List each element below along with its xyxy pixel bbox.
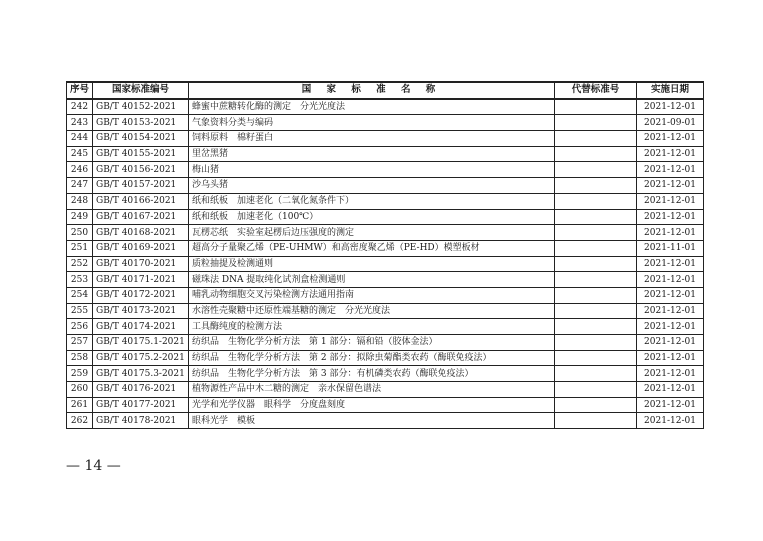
row-number: 259 [67,366,93,382]
standard-code: GB/T 40157-2021 [93,178,189,194]
table-row [67,287,704,303]
standard-code: GB/T 40174-2021 [93,319,189,335]
table-row [67,350,704,366]
replaced-standard [555,287,637,303]
row-number: 258 [67,350,93,366]
standard-name: 超高分子量聚乙烯（PE-UHMW）和高密度聚乙烯（PE-HD）模塑板材 [189,240,555,256]
standard-name: 蜂蜜中蔗糖转化酶的测定 分光光度法 [189,99,555,115]
standard-name: 气象资料分类与编码 [189,115,555,131]
replaced-standard [555,225,637,241]
table-row [67,225,704,241]
standard-name: 植物源性产品中木二糖的测定 亲水保留色谱法 [189,382,555,398]
replaced-standard [555,162,637,178]
row-number: 246 [67,162,93,178]
standard-code: GB/T 40152-2021 [93,99,189,115]
table-row [67,240,704,256]
table-header-row [67,82,704,99]
table-row [67,303,704,319]
page-number: — 14 — [66,458,121,474]
replaced-standard [555,99,637,115]
replaced-standard [555,350,637,366]
effective-date: 2021-12-01 [637,350,704,366]
table-row [67,193,704,209]
standard-name: 眼科光学 模板 [189,413,555,429]
row-number: 257 [67,335,93,351]
standard-code: GB/T 40167-2021 [93,209,189,225]
row-number: 252 [67,256,93,272]
standard-name: 梅山猪 [189,162,555,178]
table-row [67,209,704,225]
standard-code: GB/T 40168-2021 [93,225,189,241]
row-number: 243 [67,115,93,131]
standard-code: GB/T 40166-2021 [93,193,189,209]
standard-name: 纺织品 生物化学分析方法 第 1 部分：镉和铅（胶体金法） [189,335,555,351]
row-number: 251 [67,240,93,256]
effective-date: 2021-12-01 [637,303,704,319]
standard-name: 工具酶纯度的检测方法 [189,319,555,335]
standard-code: GB/T 40177-2021 [93,397,189,413]
effective-date: 2021-12-01 [637,178,704,194]
effective-date: 2021-12-01 [637,335,704,351]
standard-name: 纸和纸板 加速老化（100℃） [189,209,555,225]
standard-name: 沙乌头猪 [189,178,555,194]
replaced-standard [555,146,637,162]
header-date: 实施日期 [637,82,704,99]
standards-table [66,81,704,429]
row-number: 261 [67,397,93,413]
standard-code: GB/T 40175.1-2021 [93,335,189,351]
effective-date: 2021-12-01 [637,131,704,147]
row-number: 249 [67,209,93,225]
effective-date: 2021-12-01 [637,256,704,272]
table-row [67,272,704,288]
row-number: 250 [67,225,93,241]
standard-name: 瓦楞芯纸 实验室起楞后边压强度的测定 [189,225,555,241]
header-code: 国家标准编号 [93,82,189,99]
standard-code: GB/T 40175.3-2021 [93,366,189,382]
row-number: 245 [67,146,93,162]
standard-name: 光学和光学仪器 眼科学 分度盘刻度 [189,397,555,413]
standard-name: 饲料原料 棉籽蛋白 [189,131,555,147]
row-number: 247 [67,178,93,194]
effective-date: 2021-12-01 [637,193,704,209]
table-row [67,335,704,351]
standard-name: 水溶性壳聚糖中还原性端基糖的测定 分光光度法 [189,303,555,319]
standard-code: GB/T 40176-2021 [93,382,189,398]
replaced-standard [555,256,637,272]
row-number: 248 [67,193,93,209]
replaced-standard [555,366,637,382]
table-row [67,256,704,272]
replaced-standard [555,397,637,413]
standard-name: 哺乳动物细胞交叉污染检测方法通用指南 [189,287,555,303]
effective-date: 2021-12-01 [637,146,704,162]
table-row [67,319,704,335]
table-row [67,382,704,398]
row-number: 242 [67,99,93,115]
table-row [67,413,704,429]
table-row [67,115,704,131]
effective-date: 2021-12-01 [637,382,704,398]
row-number: 256 [67,319,93,335]
effective-date: 2021-12-01 [637,99,704,115]
effective-date: 2021-12-01 [637,272,704,288]
header-replaced: 代替标准号 [555,82,637,99]
table-row [67,162,704,178]
effective-date: 2021-12-01 [637,366,704,382]
replaced-standard [555,209,637,225]
effective-date: 2021-12-01 [637,397,704,413]
standard-code: GB/T 40170-2021 [93,256,189,272]
standard-code: GB/T 40171-2021 [93,272,189,288]
replaced-standard [555,115,637,131]
standard-code: GB/T 40154-2021 [93,131,189,147]
table-row [67,146,704,162]
replaced-standard [555,178,637,194]
standard-code: GB/T 40175.2-2021 [93,350,189,366]
standard-name: 磁珠法 DNA 提取纯化试剂盒检测通则 [189,272,555,288]
replaced-standard [555,272,637,288]
row-number: 262 [67,413,93,429]
replaced-standard [555,335,637,351]
effective-date: 2021-11-01 [637,240,704,256]
standard-code: GB/T 40178-2021 [93,413,189,429]
effective-date: 2021-12-01 [637,287,704,303]
replaced-standard [555,131,637,147]
standard-name: 质粒抽提及检测通则 [189,256,555,272]
row-number: 255 [67,303,93,319]
row-number: 244 [67,131,93,147]
standard-code: GB/T 40169-2021 [93,240,189,256]
effective-date: 2021-12-01 [637,225,704,241]
replaced-standard [555,240,637,256]
table-row [67,397,704,413]
standard-name: 纺织品 生物化学分析方法 第 3 部分：有机磷类农药（酶联免疫法） [189,366,555,382]
row-number: 254 [67,287,93,303]
table-row [67,131,704,147]
standard-code: GB/T 40155-2021 [93,146,189,162]
replaced-standard [555,382,637,398]
effective-date: 2021-12-01 [637,319,704,335]
header-name: 国 家 标 准 名 称 [189,82,555,99]
header-no: 序号 [67,82,93,99]
effective-date: 2021-12-01 [637,209,704,225]
row-number: 253 [67,272,93,288]
standard-name: 纸和纸板 加速老化（二氧化氮条件下） [189,193,555,209]
standard-name: 里岔黑猪 [189,146,555,162]
table-row [67,178,704,194]
replaced-standard [555,413,637,429]
standard-code: GB/T 40173-2021 [93,303,189,319]
standard-name: 纺织品 生物化学分析方法 第 2 部分：拟除虫菊酯类农药（酶联免疫法） [189,350,555,366]
standard-code: GB/T 40153-2021 [93,115,189,131]
standard-code: GB/T 40172-2021 [93,287,189,303]
row-number: 260 [67,382,93,398]
effective-date: 2021-12-01 [637,162,704,178]
standard-code: GB/T 40156-2021 [93,162,189,178]
effective-date: 2021-12-01 [637,413,704,429]
table-row [67,99,704,115]
replaced-standard [555,319,637,335]
replaced-standard [555,303,637,319]
effective-date: 2021-09-01 [637,115,704,131]
replaced-standard [555,193,637,209]
table-row [67,366,704,382]
